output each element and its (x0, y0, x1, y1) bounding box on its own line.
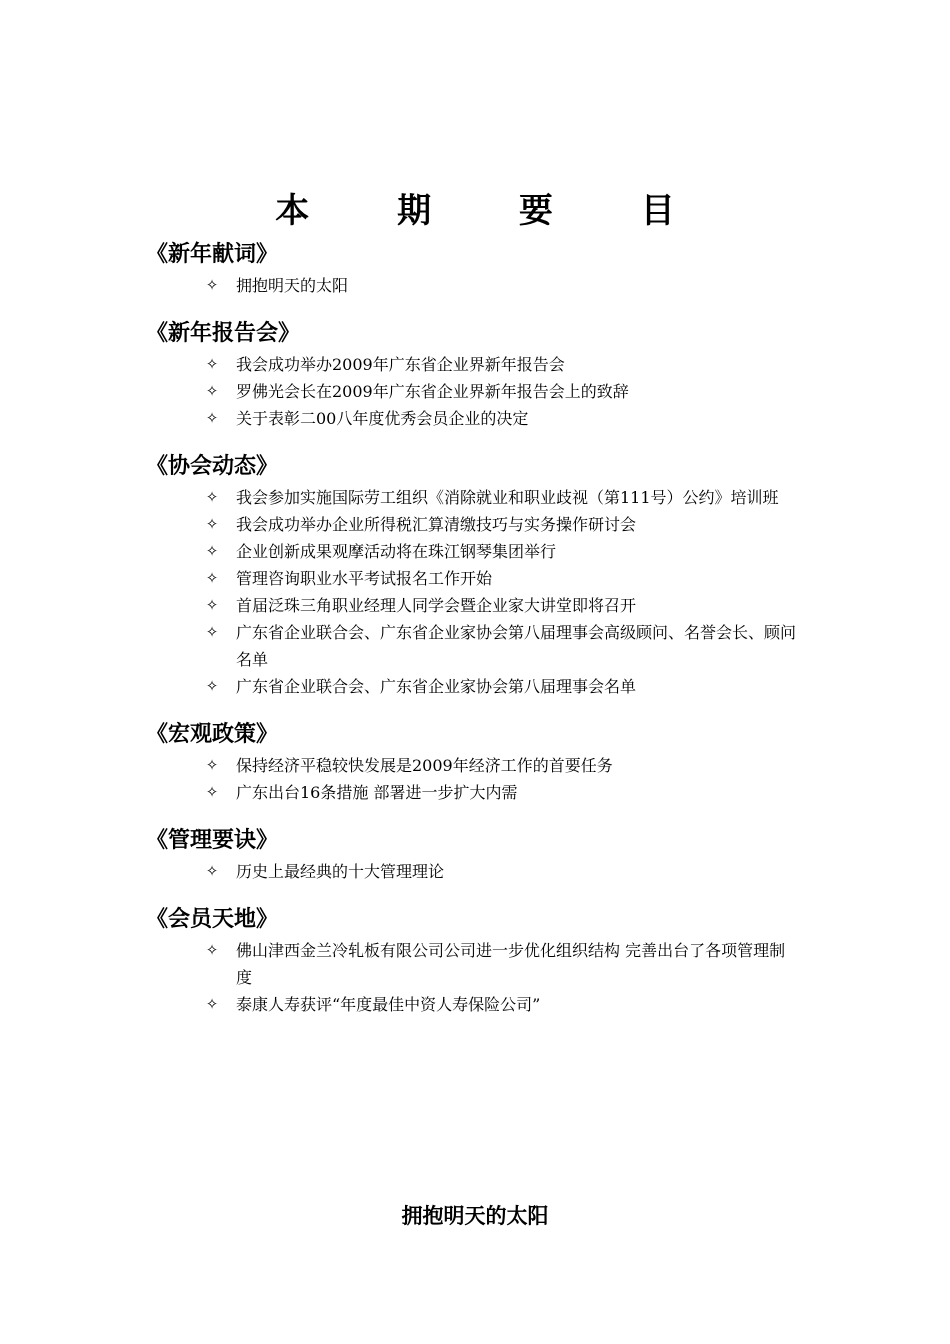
diamond-star-icon: ✧ (205, 382, 219, 400)
list-item-text: 广东省企业联合会、广东省企业家协会第八届理事会高级顾问、名誉会长、顾问名单 (236, 623, 797, 669)
diamond-star-icon: ✧ (205, 355, 219, 373)
diamond-star-icon: ✧ (205, 941, 219, 959)
section-heading: 《宏观政策》 (146, 722, 279, 747)
toc-section (148, 903, 808, 1018)
section-heading: 《新年献词》 (146, 242, 279, 267)
list-item (148, 858, 796, 885)
toc-section (148, 824, 808, 885)
list-item (148, 405, 796, 432)
diamond-star-icon: ✧ (205, 862, 219, 880)
list-item-text: 拥抱明天的太阳 (236, 276, 349, 295)
list-item (148, 779, 796, 806)
list-item-text: 关于表彰二00八年度优秀会员企业的决定 (236, 409, 529, 428)
diamond-star-icon: ✧ (205, 756, 219, 774)
list-item (148, 378, 796, 405)
list-item (148, 272, 796, 299)
section-item-list (148, 752, 808, 806)
section-item-list (148, 484, 808, 700)
table-of-contents (148, 238, 808, 1036)
section-heading: 《管理要诀》 (146, 828, 279, 853)
article-title: 拥抱明天的太阳 (401, 1204, 549, 1229)
list-item-text: 管理咨询职业水平考试报名工作开始 (236, 569, 493, 588)
list-item-text: 保持经济平稳较快发展是2009年经济工作的首要任务 (236, 756, 613, 775)
section-heading: 《会员天地》 (146, 907, 279, 932)
diamond-star-icon: ✧ (205, 515, 219, 533)
diamond-star-icon: ✧ (205, 623, 219, 641)
list-item (148, 937, 796, 991)
list-item (148, 538, 796, 565)
diamond-star-icon: ✧ (205, 995, 219, 1013)
list-item-text: 罗佛光会长在2009年广东省企业界新年报告会上的致辞 (236, 382, 629, 401)
section-item-list (148, 351, 808, 432)
diamond-star-icon: ✧ (205, 542, 219, 560)
list-item (148, 752, 796, 779)
list-item (148, 511, 796, 538)
diamond-star-icon: ✧ (205, 488, 219, 506)
list-item-text: 佛山津西金兰冷轧板有限公司公司进一步优化组织结构 完善出台了各项管理制度 (236, 941, 786, 987)
diamond-star-icon: ✧ (205, 569, 219, 587)
diamond-star-icon: ✧ (205, 409, 219, 427)
toc-section (148, 718, 808, 806)
toc-section (148, 450, 808, 700)
page-title: 本 期 要 目 (275, 190, 713, 231)
list-item (148, 351, 796, 378)
list-item (148, 673, 796, 700)
list-item (148, 484, 796, 511)
diamond-star-icon: ✧ (205, 783, 219, 801)
list-item (148, 991, 796, 1018)
list-item-text: 企业创新成果观摩活动将在珠江钢琴集团举行 (236, 542, 557, 561)
list-item (148, 565, 796, 592)
list-item-text: 我会参加实施国际劳工组织《消除就业和职业歧视（第111号）公约》培训班 (236, 488, 779, 507)
section-heading: 《新年报告会》 (146, 321, 301, 346)
section-heading: 《协会动态》 (146, 454, 279, 479)
section-item-list (148, 937, 808, 1018)
section-item-list (148, 272, 808, 299)
toc-section (148, 238, 808, 299)
list-item (148, 619, 796, 673)
list-item-text: 我会成功举办企业所得税汇算清缴技巧与实务操作研讨会 (236, 515, 637, 534)
list-item-text: 广东出台16条措施 部署进一步扩大内需 (236, 783, 518, 802)
section-item-list (148, 858, 808, 885)
list-item-text: 泰康人寿获评“年度最佳中资人寿保险公司” (236, 995, 541, 1014)
list-item (148, 592, 796, 619)
list-item-text: 广东省企业联合会、广东省企业家协会第八届理事会名单 (236, 677, 637, 696)
toc-section (148, 317, 808, 432)
list-item-text: 我会成功举办2009年广东省企业界新年报告会 (236, 355, 565, 374)
diamond-star-icon: ✧ (205, 276, 219, 294)
diamond-star-icon: ✧ (205, 596, 219, 614)
diamond-star-icon: ✧ (205, 677, 219, 695)
list-item-text: 历史上最经典的十大管理理论 (236, 862, 445, 881)
list-item-text: 首届泛珠三角职业经理人同学会暨企业家大讲堂即将召开 (236, 596, 637, 615)
